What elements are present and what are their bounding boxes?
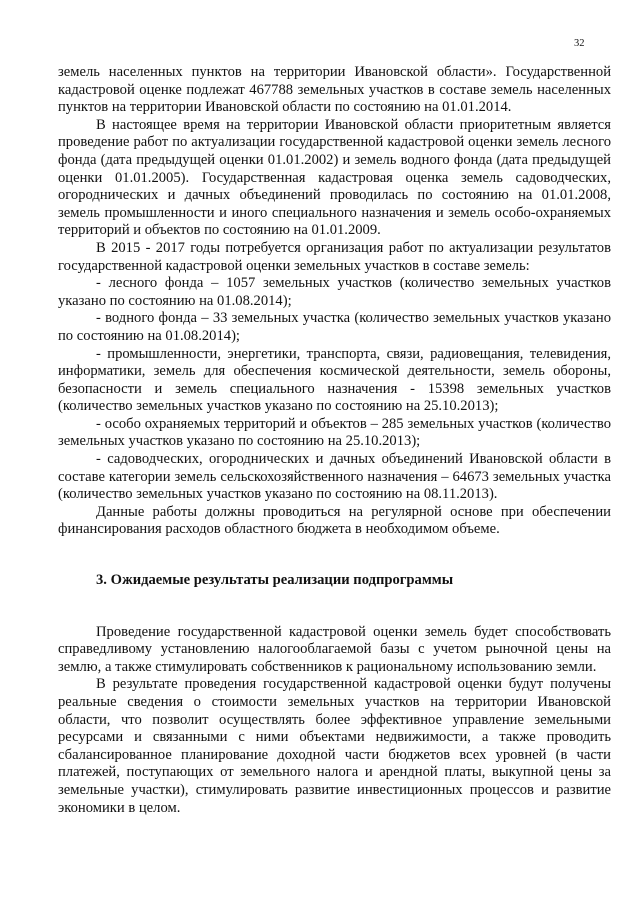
section-heading: 3. Ожидаемые результаты реализации подпрограммы	[96, 572, 454, 589]
paragraph-land-settlements: земель населенных пунктов на территории Ивановской области». Государственной кадастровой оценке подлежат 467788 земельных участков в составе земель населенных пунктов на территории Ивановской области по состоянию на 01.01.2014.	[58, 64, 611, 116]
list-item-water-fund: - водного фонда – 33 земельных участка (количество земельных участков указано по состоянию на 01.08.2014);	[58, 310, 611, 344]
list-item-garden-associations: - садоводческих, огороднических и дачных объединений Ивановской области в составе категории земель сельскохозяйственного назначения – 64673 земельных участка (количество земельных участков указано по состоянию на 08.11.2013).	[58, 451, 611, 503]
paragraph-fair-tax-base: Проведение государственной кадастровой оценки земель будет способствовать справедливому установлению налогооблагаемой базы с учетом рыночной цены на землю, а также стимулировать собственников к рациональному использованию земли.	[58, 623, 611, 675]
paragraph-priority-works: В настоящее время на территории Ивановской области приоритетным является проведение работ по актуализации государственной кадастровой оценки земель лесного фонда (дата предыдущей оценки 01.01.2002) и земель водного фонда (дата предыдущей оценки 01.01.2005). Государственная кадастровая оценка земель садоводческих, огороднических и дачных объединений проводилась по состоянию на 01.01.2008, земель промышленности и иного специального назначения и земель особо-охраняемых территорий и объектов по состоянию на 01.01.2009.	[58, 116, 611, 239]
document-body	[58, 64, 611, 817]
paragraph-expected-results: В результате проведения государственной кадастровой оценки будут получены реальные сведения о стоимости земельных участков на территории Ивановской области, что позволит осуществлять более эффективное управление земельными ресурсами и связанными с ними объектами недвижимости, а также проводить сбалансированное планирование доходной части бюджетов всех уровней (в части платежей, поступающих от земельного налога и арендной платы, выкупной цены за земельные участки), стимулировать развитие инвестиционных процессов и развитие экономики в целом.	[58, 676, 611, 816]
list-item-forest-fund: - лесного фонда – 1057 земельных участков (количество земельных участков указано по состоянию на 01.08.2014);	[58, 275, 611, 309]
list-item-protected-territories: - особо охраняемых территорий и объектов – 285 земельных участков (количество земельных участков указано по состоянию на 25.10.2013);	[58, 415, 611, 450]
paragraph-regular-works: Данные работы должны проводиться на регулярной основе при обеспечении финансирования расходов областного бюджета в необходимом объеме.	[58, 503, 611, 538]
list-item-industry-lands: - промышленности, энергетики, транспорта, связи, радиовещания, телевидения, информатики, земель для обеспечения космической деятельности, земель обороны, безопасности и земель специального назначения - 15398 земельных участков (количество земельных участков указано по состоянию на 25.10.2013);	[58, 345, 611, 415]
paragraph-works-2015-2017: В 2015 - 2017 годы потребуется организация работ по актуализации результатов государственной кадастровой оценки земельных участков в составе земель:	[58, 239, 611, 274]
page-number: 32	[574, 38, 585, 49]
